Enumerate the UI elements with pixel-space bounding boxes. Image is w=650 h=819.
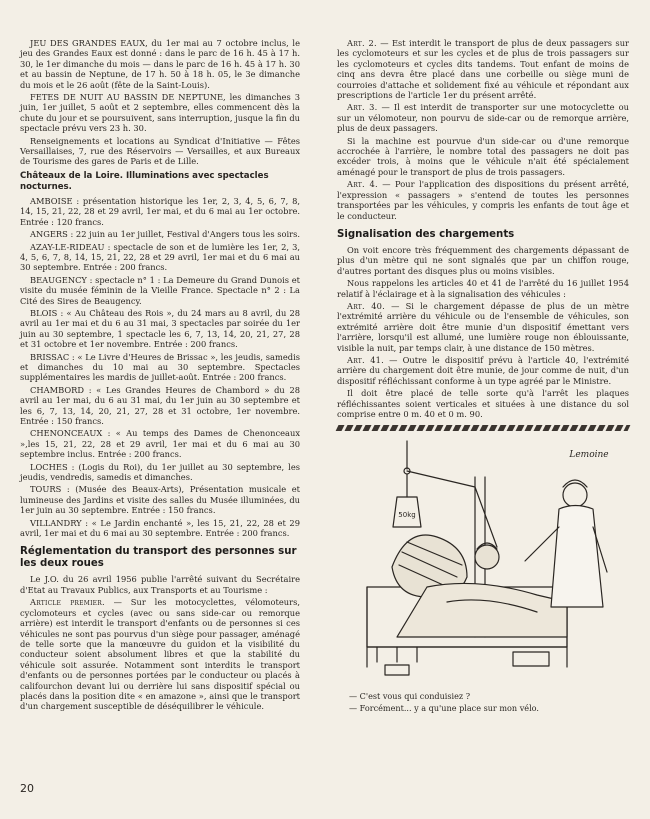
entry-brissac: BRISSAC : « Le Livre d'Heures de Brissac », les jeudis, samedis et dimanches du 10 mai au 30 septembre. Spectacles supplémentaires les mardis de juillet-août. Entrée : 200 francs. xyxy=(20,351,300,383)
paragraph-renseignements: Renseignements et locations au Syndicat d'Initiative — Fêtes Versaillaises, 7, rue des Réservoirs — Versailles, et aux Bureaux de Tourisme des gares de Paris et de Lille. xyxy=(20,135,300,167)
entry-loches: LOCHES : (Logis du Roi), du 1er juillet au 30 septembre, les jeudis, vendredis, samedis et dimanches. xyxy=(20,461,300,483)
entry-azay: AZAY-LE-RIDEAU : spectacle de son et de lumière les 1er, 2, 3, 4, 5, 6, 7, 8, 14, 15, 21, 22, 28 et 29 avril, 1er mai et du 6 mai au 30 septembre. Entrée : 200 francs. xyxy=(20,241,300,273)
entry-amboise: AMBOISE : présentation historique les 1er, 2, 3, 4, 5, 6, 7, 8, 14, 15, 21, 22, 28 et 29 avril, 1er mai, et du 6 mai au 1er octobre. Entrée : 120 francs. xyxy=(20,195,300,227)
paragraph-signalisation-1: On voit encore très fréquemment des chargements dépassant de plus d'un mètre qui ne sont signalés que par un chiffon rouge, d'autres portant des disques plus ou moins visibles. xyxy=(337,244,629,276)
entry-chambord: CHAMBORD : « Les Grandes Heures de Chambord » du 28 avril au 1er mai, du 6 au 31 mai, du 1er juin au 30 septembre et les 6, 7, 13, 14, 20, 21, 27, 28 et 31 octobre, 1er novembre. Entrée : 150 francs. xyxy=(20,384,300,426)
hospital-cartoon xyxy=(337,437,629,687)
artist-signature: Lemoine xyxy=(569,450,609,461)
paragraph-article-premier xyxy=(20,597,300,711)
paragraph-art-4 xyxy=(337,179,629,221)
entry-blois: BLOIS : « Au Château des Rois », du 24 mars au 8 avril, du 28 avril au 1er mai et du 6 au 31 mai, 3 spectacles par soirée du 1er juin au 30 septembre, 1 spectacle les 6, 7, 13, 14, 20, 21, 27, 28 et 31 octobre et 1er novembre. Entrée : 200 francs. xyxy=(20,307,300,350)
paragraph-journal-officiel: Le J.O. du 26 avril 1956 publie l'arrêté suivant du Secrétaire d'Etat au Travaux Publics, aux Transports et au Tourisme : xyxy=(20,574,300,595)
paragraph-signalisation-2: Nous rappelons les articles 40 et 41 de l'arrêté du 16 juillet 1954 relatif à l'éclairage et à la signalisation des véhicules : xyxy=(337,278,629,299)
paragraph-fetes-de-nuit: FETES DE NUIT AU BASSIN DE NEPTUNE, les dimanches 3 juin, 1er juillet, 5 août et 2 septembre, elles commencent dès la chute du jour et se poursuivent, sans interruption, jusque la fin du spectacle prévu vers 23 h. 30. xyxy=(20,92,300,134)
entry-angers: ANGERS : 22 juin au 1er juillet, Festival d'Angers tous les soirs. xyxy=(30,229,300,240)
art-40-label: Art. 40. xyxy=(347,300,385,311)
art-4-text: — Pour l'application des dispositions du présent arrêté, l'expression « passagers » s'entend de toutes les personnes transportées par les véhicules, y compris les enfants de tout âge et le conducteur. xyxy=(337,179,629,221)
entry-chenonceaux: CHENONCEAUX : « Au temps des Dames de Chenonceaux »,les 15, 21, 22, 28 et 29 avril, 1er mai et du 6 mai au 30 septembre inclus. Entrée : 200 francs. xyxy=(20,428,300,460)
art-3-text: — Il est interdit de transporter sur une motocyclette ou sur un vélomoteur, non pourvu de side-car ou de remorque arrière, plus de deux passagers. xyxy=(337,102,629,134)
entry-beaugency: BEAUGENCY : spectacle n° 1 : La Demeure du Grand Dunois et visite du musée féminin de la Vieille France. Spectacle n° 2 : La Cité des Sires de Beaugency. xyxy=(20,274,300,306)
caption-line-2: — Forcément... y a qu'une place sur mon vélo. xyxy=(349,703,539,714)
art-2-label: Art. 2. xyxy=(347,38,377,48)
paragraph-grandes-eaux: JEU DES GRANDES EAUX, du 1er mai au 7 octobre inclus, le jeu des Grandes Eaux est donné : dans le parc de 16 h. 45 à 17 h. 30, le 1er dimanche du mois — dans le parc de 16 h. 45 à 17 h. 30 et au bassin de Neptune, de 17 h. 50 à 18 h. 05, le 3e dimanche du mois et le 26 août (fête de la Saint-Louis). xyxy=(20,38,300,90)
caption-line-1: — C'est vous qui conduisiez ? xyxy=(349,691,471,702)
cartoon-caption xyxy=(337,691,629,713)
article-premier-text: — Sur les motocyclettes, vélomoteurs, cyclomoteurs et cycles (avec ou sans side-car ou remorque arrière) est interdit le transport d'enfants ou de personnes si ces véhicules ne sont pas pourvus d'un siège pour passager, aménagé de telle sorte que la manœuvre du guidon et la visibilité du conducteur soient absolument libres et que la stabilité du véhicule soit assurée. Notamment sont interdits le transport d'enfants ou de personnes portées par le conducteur ou placés à califourchon devant lui ou derrière lui sans dispositif spécial ou placés dans la position dite « en amazone », ainsi que le transport d'un chargement susceptible de déséquilibrer le véhicule. xyxy=(20,597,300,712)
art-41-text: — Outre le dispositif prévu à l'article 40, l'extrémité arrière du chargement doit être munie, de jour comme de nuit, d'un dispositif réfléchissant conforme à un type agréé par le Ministre. xyxy=(337,354,629,386)
paragraph-art-2 xyxy=(337,38,629,100)
decorative-divider xyxy=(336,425,631,431)
crate-icon xyxy=(513,652,549,666)
paragraph-art-41 xyxy=(337,355,629,386)
right-column xyxy=(337,38,629,715)
page-number: 20 xyxy=(20,782,34,795)
entry-villandry: VILLANDRY : « Le Jardin enchanté », les 15, 21, 22, 28 et 29 avril, 1er mai et du 6 mai au 30 septembre. Entrée : 200 francs. xyxy=(20,517,300,539)
left-column xyxy=(20,38,300,714)
art-41-label: Art. 41. xyxy=(347,354,384,365)
art-40-text: — Si le chargement dépasse de plus de un mètre l'extrémité arrière du véhicule ou de l'ensemble de véhicules, son extrémité arrière doit être munie d'un dispositif émettant vers l'arrière, lorsqu'il est allumé, une lumière rouge non éblouissante, visible la nuit, par temps clair, à une distance de 150 mètres. xyxy=(337,300,629,353)
art-4-label: Art. 4. xyxy=(347,179,378,190)
paragraph-art-3-suite: Si la machine est pourvue d'un side-car ou d'une remorque accrochée à l'arrière, le nombre total des passagers ne doit pas excéder trois, à moins que le véhicule n'ait été spécialement aménagé pour le transport de plus de trois passagers. xyxy=(337,135,629,177)
weight-label: 50kg xyxy=(398,511,416,520)
heading-chateaux-loire: Châteaux de la Loire. Illuminations avec spectacles nocturnes. xyxy=(20,170,269,192)
doctor-head-icon xyxy=(563,483,587,507)
heading-transport-personnes: Réglementation du transport des personnes sur les deux roues xyxy=(20,546,297,570)
article-premier-label: Article premier. xyxy=(30,597,105,608)
doctor-coat-icon xyxy=(551,506,603,608)
entry-tours: TOURS : (Musée des Beaux-Arts), Présentation musicale et lumineuse des Jardins et visite des salles du Musée illuminées, du 1er juin au 30 septembre. Entrée : 150 francs. xyxy=(20,484,300,516)
cartoon-illustration xyxy=(337,437,629,687)
paragraph-art-3 xyxy=(337,102,629,133)
paragraph-art-40 xyxy=(337,301,629,353)
art-2-text: — Est interdit le transport de plus de deux passagers sur les cyclomoteurs et sur les cycles et de plus de trois passagers sur les cyclomoteurs et cycles dits tandems. Tout enfant de moins de cinq ans devra être placé dans une corbeille ou siège muni de courroies d'attache et solidement fixé au véhicule et répondant aux prescriptions de l'article 1er du présent arrêté. xyxy=(337,38,629,101)
art-3-label: Art. 3. xyxy=(347,102,378,113)
heading-signalisation: Signalisation des chargements xyxy=(337,228,515,240)
paragraph-art-41-suite: Il doit être placé de telle sorte qu'à l'arrêt les plaques réfléchissantes soient verticales et situées à une distance du sol comprise entre 0 m. 40 et 0 m. 90. xyxy=(337,388,629,419)
